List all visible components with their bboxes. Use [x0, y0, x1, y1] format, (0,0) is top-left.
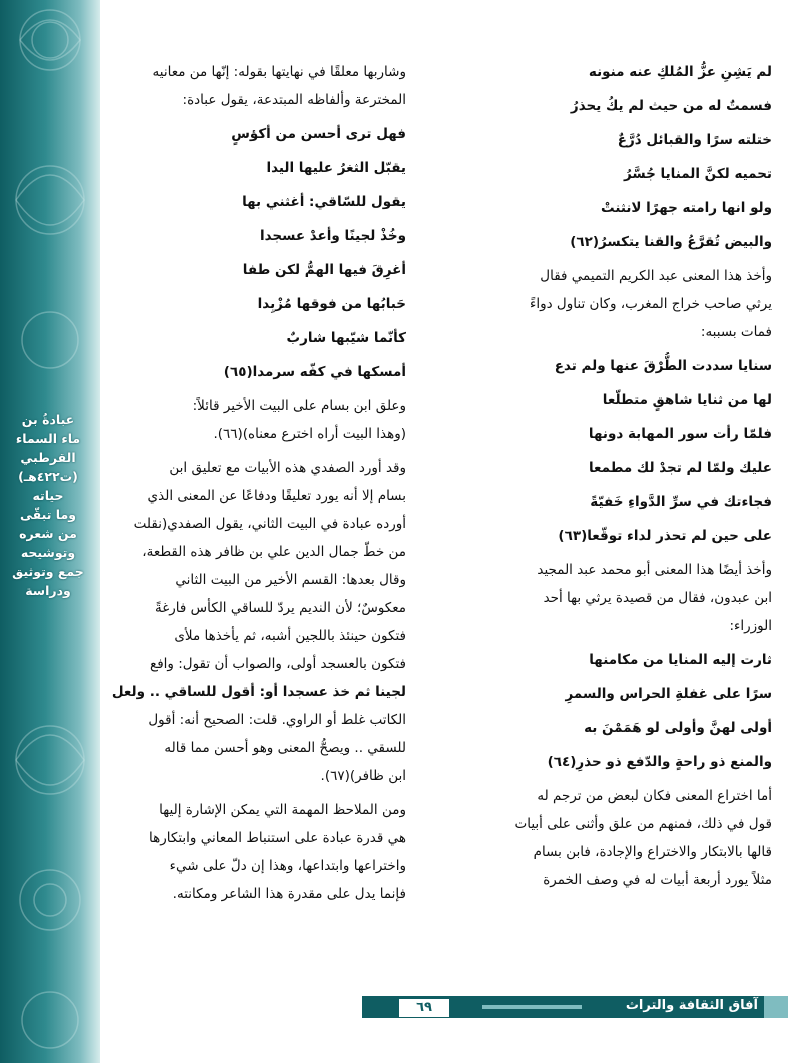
prose-line: أورده عبادة في البيت الثاني، يقول الصفدي(نقلت	[133, 516, 406, 532]
verse-line: عليك ولمّا لم تجدْ لك مطمعا	[588, 460, 772, 476]
right-text-column	[417, 58, 772, 894]
article-title-box	[4, 410, 92, 670]
page-number: ٦٩	[398, 998, 450, 1018]
prose-line: أما اختراع المعنى فكان لبعض من ترجم له	[537, 788, 772, 804]
journal-title: آفاق الثقافة والتراث	[625, 998, 758, 1013]
prose-line: قول في ذلك، فمنهم من علق وأثنى على أبيات	[514, 816, 772, 832]
verse-line: أغرِقَ فيها الهمُّ لكن طفا	[242, 262, 406, 278]
prose-line: قالها بالابتكار والاختراع والإجادة، فابن بسام	[533, 844, 772, 860]
verse-line: أولى لهنَّ وأولى لو هَمَمْنَ به	[584, 720, 772, 736]
verse-line: أمسكها في كفّه سرمدا(٦٥)	[223, 364, 406, 380]
verse-line: تحميه لكنَّ المنايا جُسَّرُ	[623, 166, 772, 182]
prose-line: لجينا ثم خذ عسجدا أو: أقول للساقي .. ولعل	[111, 684, 406, 700]
verse-line: فسمتٌ له من حيث لم يكُ يحذرُ	[570, 98, 772, 114]
prose-line: فتكون حينئذ باللجين أشبه، ثم يأخذها ملأى	[174, 628, 406, 644]
verse-line: ولو انها رامته جهرًا لانثنتْ	[601, 200, 772, 216]
prose-line: فتكون بالعسجد أولى، والصواب أن تقول: وافع	[150, 656, 406, 672]
prose-line: وأخذ أيضًا هذا المعنى أبو محمد عبد المجيد	[537, 562, 772, 578]
verse-line: يقبّل الثغرُ عليها اليدا	[266, 160, 406, 176]
page-footer	[362, 996, 788, 1018]
verse-line: ختلته سرًا والقبائل دُرَّعٌ	[617, 132, 772, 148]
prose-line: الوزراء:	[729, 618, 772, 634]
verse-line: يقول للسّاقي: أغثني بها	[242, 194, 406, 210]
side-title-line: القرطبي	[20, 450, 76, 465]
prose-line: ابن عبدون، فقال من قصيدة يرثي بها أحد	[543, 590, 772, 606]
prose-line: معكوسٌ؛ لأن النديم يردّ للساقي الكأس فارغةً	[154, 600, 406, 616]
side-title-line: جمع وتوثيق	[12, 564, 84, 579]
verse-line: فهل ترى أحسن من أكؤسٍ	[231, 126, 406, 142]
prose-line: للسقي .. ويصحُّ المعنى وهو أحسن مما قاله	[164, 740, 406, 756]
prose-line: وشاربها معلقًا في نهايتها بقوله: إنّها من معانيه	[152, 64, 406, 80]
prose-line: وعلق ابن بسام على البيت الأخير قائلاً:	[192, 398, 406, 414]
verse-line: وخُذْ لجينًا وأعدْ عسجدا	[259, 228, 406, 244]
footer-corner-accent	[764, 996, 788, 1018]
side-title-line: وتوشيحه	[20, 545, 76, 560]
footer-divider	[482, 1005, 582, 1009]
prose-line: واختراعها وابتداعها، وهذا إن دلّ على شيء	[169, 858, 406, 874]
decorative-sidebar	[0, 0, 100, 1063]
prose-line: (وهذا البيت أراه اخترع معناه)(٦٦).	[213, 426, 406, 442]
verse-line: حَبابُها من فوقها مُزْبِدا	[257, 296, 406, 312]
verse-line: لم يَشِنِ عزُّ المُلكِ عنه منونه	[588, 64, 772, 80]
prose-line: بسام إلا أنه يورد تعليقًا ودفاعًا عن المعنى الذي	[147, 488, 406, 504]
prose-line: يرثي صاحب خراج المغرب، وكان تناول دواءً	[530, 296, 772, 312]
prose-line: المخترعة وألفاظه المبتدعة، يقول عبادة:	[182, 92, 406, 108]
prose-line: من خطّ جمال الدين علي بن ظافر هذه القطعة،	[142, 544, 406, 560]
side-title-line: من شعره	[19, 526, 77, 541]
verse-line: والبيض تُقرَّعُ والقنا يتكسرُ(٦٢)	[570, 234, 772, 250]
side-title-line: (ت٤٢٢هـ)	[18, 469, 78, 484]
side-title-line: وما تبقّى	[20, 507, 76, 522]
verse-line: لها من ثنايا شاهقٍ متطلّعا	[602, 392, 772, 408]
prose-line: وقد أورد الصفدي هذه الأبيات مع تعليق ابن	[169, 460, 406, 476]
left-text-column	[106, 58, 406, 908]
prose-line: ابن ظافر)(٦٧).	[320, 768, 406, 784]
verse-line: ثارت إليه المنايا من مكامنها	[589, 652, 772, 668]
verse-line: كأنّما شيّبها شاربٌ	[286, 330, 406, 346]
verse-line: والمنع ذو راحةٍ والدّفع ذو حذرِ(٦٤)	[547, 754, 772, 770]
verse-line: فلمّا رأت سور المهابة دونها	[588, 426, 772, 442]
side-title-line: ودراسة	[25, 583, 71, 598]
side-title-line: ماء السماء	[15, 431, 81, 446]
prose-line: الكاتب غلط أو الراوي. قلت: الصحيح أنه: أقول	[148, 712, 406, 728]
verse-line: سنايا سددت الطُّرْقَ عنها ولم تدع	[554, 358, 772, 374]
prose-line: فإنما يدل على مقدرة هذا الشاعر ومكانته.	[172, 886, 406, 902]
verse-line: فجاءتك في سرِّ الدَّواءِ خَفيّةً	[590, 494, 772, 510]
prose-line: وأخذ هذا المعنى عبد الكريم التميمي فقال	[540, 268, 772, 284]
prose-line: وقال بعدها: القسم الأخير من البيت الثاني	[175, 572, 406, 588]
verse-line: سرًا على غفلةِ الحراس والسمرِ	[565, 686, 772, 702]
prose-line: هي قدرة عبادة على استنباط المعاني وابتكارها	[149, 830, 406, 846]
prose-line: فمات بسببه:	[700, 324, 772, 340]
side-title-line: عبادةُ بن	[21, 412, 75, 427]
side-title-line: حياته	[32, 488, 64, 503]
prose-line: ومن الملاحظ المهمة التي يمكن الإشارة إليها	[159, 802, 406, 818]
prose-line: مثلاً يورد أربعة أبيات له في وصف الخمرة	[543, 872, 772, 888]
verse-line: على حين لم تحذر لداء توقّعا(٦٣)	[558, 528, 772, 544]
